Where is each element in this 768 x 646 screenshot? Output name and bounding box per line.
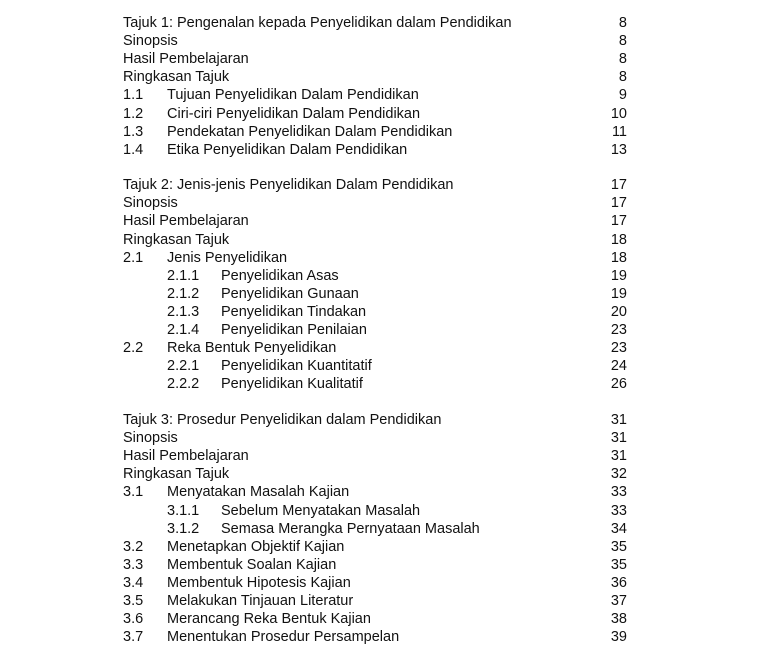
toc-entry-page-number: 17 bbox=[610, 195, 627, 211]
toc-entry-page-number: 17 bbox=[610, 213, 627, 229]
toc-entry-page-number: 24 bbox=[610, 358, 627, 374]
toc-entry-title: Hasil Pembelajaran bbox=[123, 213, 249, 229]
toc-entry-number: 3.3 bbox=[123, 557, 144, 573]
toc-entry-number: 2.2.1 bbox=[167, 358, 200, 374]
toc-entry-page-number: 34 bbox=[610, 521, 627, 537]
toc-entry-text: Menentukan Prosedur Persampelan bbox=[167, 629, 400, 645]
toc-entry-number: 3.7 bbox=[123, 629, 144, 645]
toc-entry-page-number: 8 bbox=[618, 51, 627, 67]
toc-entry-page-number: 18 bbox=[610, 232, 627, 248]
toc-entry-text: Menetapkan Objektif Kajian bbox=[167, 539, 345, 555]
toc-entry-number: 2.1.3 bbox=[167, 304, 200, 320]
toc-entry-number: 2.2.2 bbox=[167, 376, 200, 392]
toc-entry-page-number: 9 bbox=[618, 87, 627, 103]
toc-entry-text: Penyelidikan Tindakan bbox=[221, 304, 367, 320]
toc-entry-number: 2.1.4 bbox=[167, 322, 200, 338]
toc-entry-text: Sebelum Menyatakan Masalah bbox=[221, 503, 421, 519]
toc-entry-page-number: 32 bbox=[610, 466, 627, 482]
toc-entry-title: Ringkasan Tajuk bbox=[123, 69, 230, 85]
toc-entry-page-number: 37 bbox=[610, 593, 627, 609]
toc-entry-title: Sinopsis bbox=[123, 33, 178, 49]
toc-entry-title: Sinopsis bbox=[123, 430, 178, 446]
toc-entry-page-number: 23 bbox=[610, 322, 627, 338]
toc-entry-number: 2.1.2 bbox=[167, 286, 200, 302]
toc-entry-page-number: 13 bbox=[610, 142, 627, 158]
toc-entry-text: Membentuk Soalan Kajian bbox=[167, 557, 337, 573]
toc-entry-text: Menyatakan Masalah Kajian bbox=[167, 484, 350, 500]
toc-entry-page-number: 35 bbox=[610, 539, 627, 555]
toc-entry-text: Penyelidikan Kualitatif bbox=[221, 376, 363, 392]
toc-entry-page-number: 8 bbox=[618, 33, 627, 49]
toc-entry-number: 3.1 bbox=[123, 484, 144, 500]
toc-entry-page-number: 20 bbox=[610, 304, 627, 320]
toc-entry-page-number: 19 bbox=[610, 268, 627, 284]
toc-entry-text: Ciri-ciri Penyelidikan Dalam Pendidikan bbox=[167, 106, 421, 122]
toc-entry-text: Melakukan Tinjauan Literatur bbox=[167, 593, 354, 609]
toc-entry-number: 3.1.1 bbox=[167, 503, 200, 519]
toc-entry-page-number: 26 bbox=[610, 376, 627, 392]
toc-entry-number: 1.4 bbox=[123, 142, 144, 158]
toc-entry-number: 2.1 bbox=[123, 250, 144, 266]
toc-entry-text: Semasa Merangka Pernyataan Masalah bbox=[221, 521, 480, 537]
toc-entry-number: 3.2 bbox=[123, 539, 144, 555]
toc-entry-text: Reka Bentuk Penyelidikan bbox=[167, 340, 337, 356]
toc-entry-page-number: 31 bbox=[610, 412, 627, 428]
toc-entry-text: Penyelidikan Gunaan bbox=[221, 286, 359, 302]
toc-entry-number: 3.6 bbox=[123, 611, 144, 627]
toc-entry-title: Tajuk 3: Prosedur Penyelidikan dalam Pendidikan bbox=[123, 412, 442, 428]
toc-entry-page-number: 19 bbox=[610, 286, 627, 302]
toc-entry-page-number: 38 bbox=[610, 611, 627, 627]
toc-entry-title: Hasil Pembelajaran bbox=[123, 448, 249, 464]
toc-entry-text: Penyelidikan Kuantitatif bbox=[221, 358, 372, 374]
toc-entry-title: Ringkasan Tajuk bbox=[123, 232, 230, 248]
toc-entry-page-number: 11 bbox=[611, 124, 627, 140]
toc-entry-page-number: 31 bbox=[610, 448, 627, 464]
toc-entry-number: 3.5 bbox=[123, 593, 144, 609]
toc-entry-text: Merancang Reka Bentuk Kajian bbox=[167, 611, 371, 627]
toc-entry-text: Membentuk Hipotesis Kajian bbox=[167, 575, 351, 591]
toc-entry-text: Penyelidikan Penilaian bbox=[221, 322, 367, 338]
toc-entry-number: 1.1 bbox=[123, 87, 144, 103]
toc-entry-page-number: 31 bbox=[610, 430, 627, 446]
toc-entry-text: Etika Penyelidikan Dalam Pendidikan bbox=[167, 142, 408, 158]
toc-entry-text: Pendekatan Penyelidikan Dalam Pendidikan bbox=[167, 124, 453, 140]
toc-entry-text: Penyelidikan Asas bbox=[221, 268, 339, 284]
toc-entry-page-number: 35 bbox=[610, 557, 627, 573]
toc-entry-page-number: 39 bbox=[610, 629, 627, 645]
toc-entry-title: Tajuk 1: Pengenalan kepada Penyelidikan dalam Pendidikan bbox=[123, 15, 512, 31]
toc-entry-title: Ringkasan Tajuk bbox=[123, 466, 230, 482]
toc-entry-page-number: 18 bbox=[610, 250, 627, 266]
toc-entry-number: 2.1.1 bbox=[167, 268, 200, 284]
toc-entry-page-number: 8 bbox=[618, 15, 627, 31]
toc-entry-page-number: 8 bbox=[618, 69, 627, 85]
toc-entry-number: 1.2 bbox=[123, 106, 144, 122]
toc-entry-title: Hasil Pembelajaran bbox=[123, 51, 249, 67]
toc-entry-page-number: 10 bbox=[610, 106, 627, 122]
toc-entry-number: 3.4 bbox=[123, 575, 144, 591]
toc-entry-title: Tajuk 2: Jenis-jenis Penyelidikan Dalam Pendidikan bbox=[123, 177, 454, 193]
toc-entry-title: Sinopsis bbox=[123, 195, 178, 211]
toc-entry-page-number: 23 bbox=[610, 340, 627, 356]
toc-entry-number: 3.1.2 bbox=[167, 521, 200, 537]
toc-entry-page-number: 17 bbox=[610, 177, 627, 193]
toc-entry-page-number: 33 bbox=[610, 484, 627, 500]
toc-entry-page-number: 33 bbox=[610, 503, 627, 519]
toc-entry-text: Tujuan Penyelidikan Dalam Pendidikan bbox=[167, 87, 419, 103]
toc-entry-text: Jenis Penyelidikan bbox=[167, 250, 288, 266]
toc-entry-number: 1.3 bbox=[123, 124, 144, 140]
toc-entry-page-number: 36 bbox=[610, 575, 627, 591]
toc-entry-number: 2.2 bbox=[123, 340, 144, 356]
